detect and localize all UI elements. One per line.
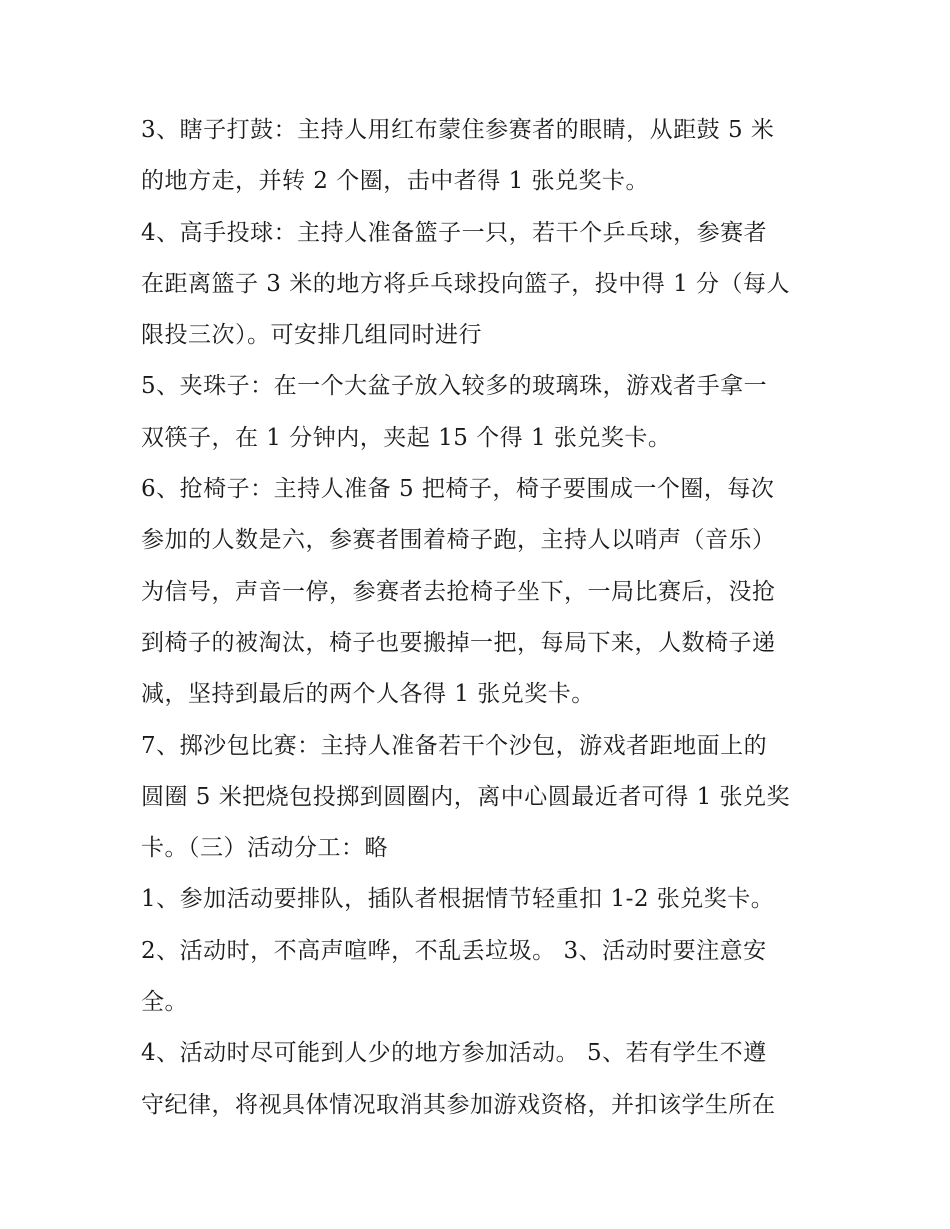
text-line: 2、活动时，不高声喧哗，不乱丢垃圾。 3、活动时要注意安 — [141, 937, 767, 964]
text-line: 为信号，声音一停，参赛者去抢椅子坐下，一局比赛后，没抢 — [141, 578, 776, 605]
text-line: 5、夹珠子：在一个大盆子放入较多的玻璃珠，游戏者手拿一 — [141, 373, 768, 400]
text-line: 1、参加活动要排队，插队者根据情节轻重扣 1-2 张兑奖卡。 — [141, 886, 775, 913]
text-line: 限投三次）。可安排几组同时进行 — [141, 322, 482, 349]
text-line: 双筷子，在 1 分钟内，夹起 15 个得 1 张兑奖卡。 — [141, 424, 672, 451]
text-line: 卡。（三）活动分工：略 — [141, 835, 388, 862]
text-line: 圆圈 5 米把烧包投掷到圆圈内，离中心圆最近者可得 1 张兑奖 — [141, 783, 791, 810]
text-line: 的地方走，并转 2 个圈，击中者得 1 张兑奖卡。 — [141, 168, 650, 195]
text-line: 3、瞎子打鼓：主持人用红布蒙住参赛者的眼睛，从距鼓 5 米 — [141, 117, 775, 143]
text-line: 6、抢椅子：主持人准备 5 把椅子，椅子要围成一个圈，每次 — [141, 476, 775, 503]
text-line: 减，坚持到最后的两个人各得 1 张兑奖卡。 — [141, 681, 595, 708]
text-line: 参加的人数是六，参赛者围着椅子跑，主持人以哨声（音乐） — [141, 527, 776, 554]
text-line: 4、活动时尽可能到人少的地方参加活动。 5、若有学生不遵 — [141, 1040, 767, 1067]
text-line: 到椅子的被淘汰，椅子也要搬掉一把，每局下来，人数椅子递 — [141, 629, 776, 656]
document-body — [141, 105, 821, 1131]
text-line: 4、高手投球：主持人准备篮子一只，若干个乒乓球，参赛者 — [141, 219, 768, 246]
text-line: 7、掷沙包比赛：主持人准备若干个沙包，游戏者距地面上的 — [141, 732, 768, 759]
text-line: 在距离篮子 3 米的地方将乒乓球投向篮子，投中得 1 分（每人 — [141, 270, 791, 297]
text-line: 全。 — [141, 989, 188, 1016]
text-line: 守纪律，将视具体情况取消其参加游戏资格，并扣该学生所在 — [141, 1091, 776, 1118]
